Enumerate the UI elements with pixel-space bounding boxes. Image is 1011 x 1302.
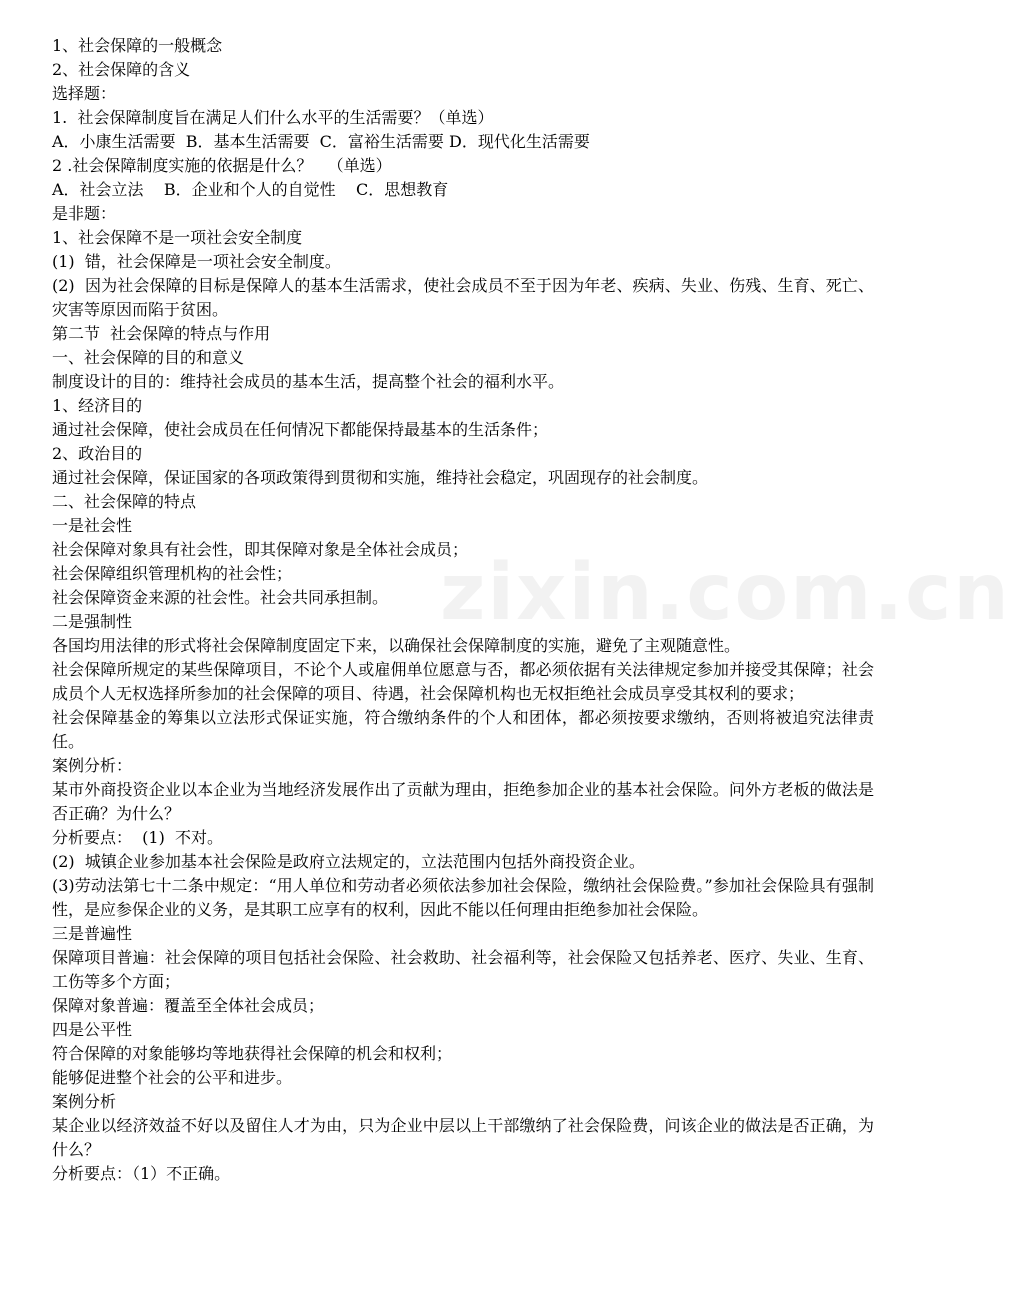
paragraph: (2) 城镇企业参加基本社会保险是政府立法规定的，立法范围内包括外商投资企业。 <box>52 852 645 871</box>
paragraph: 某企业以经济效益不好以及留住人才为由，只为企业中层以上干部缴纳了社会保险费，问该企业的做法是否正确，为什么？ <box>52 1116 874 1159</box>
subsection-heading: 2、政治目的 <box>52 444 143 463</box>
paragraph: 保障对象普遍：覆盖至全体社会成员； <box>52 996 325 1015</box>
answer-options: A．社会立法 B．企业和个人的自觉性 C．思想教育 <box>52 180 449 199</box>
paragraph: 各国均用法律的形式将社会保障制度固定下来，以确保社会保障制度的实施，避免了主观随意性。 <box>52 636 741 655</box>
section-label: 选择题： <box>52 84 117 103</box>
subsection-heading: 二、社会保障的特点 <box>52 492 197 511</box>
subsection-heading: 1、经济目的 <box>52 396 143 415</box>
answer-options: A．小康生活需要 B．基本生活需要 C．富裕生活需要 D．现代化生活需要 <box>52 132 590 151</box>
section-label: 案例分析： <box>52 756 133 775</box>
question-text: 1、社会保障不是一项社会安全制度 <box>52 228 303 247</box>
heading-line: 2、社会保障的含义 <box>52 60 191 79</box>
document-body <box>52 34 874 1186</box>
paragraph: 符合保障的对象能够均等地获得社会保障的机会和权利； <box>52 1044 453 1063</box>
watermark: zixin.com.cn <box>440 548 1011 638</box>
paragraph: 通过社会保障，使社会成员在任何情况下都能保持最基本的生活条件； <box>52 420 549 439</box>
question-text: 1. 社会保障制度旨在满足人们什么水平的生活需要？（单选） <box>52 108 494 127</box>
paragraph: (2) 因为社会保障的目标是保障人的基本生活需求，使社会成员不至于因为年老、疾病、失业、伤残、生育、死亡、灾害等原因而陷于贫困。 <box>52 276 874 319</box>
section-heading: 第二节 社会保障的特点与作用 <box>52 324 271 343</box>
subsection-heading: 一是社会性 <box>52 516 133 535</box>
paragraph: 保障项目普遍：社会保障的项目包括社会保险、社会救助、社会福利等，社会保险又包括养老、医疗、失业、生育、工伤等多个方面； <box>52 948 874 991</box>
subsection-heading: 三是普遍性 <box>52 924 133 943</box>
paragraph: 能够促进整个社会的公平和进步。 <box>52 1068 293 1087</box>
subsection-heading: 二是强制性 <box>52 612 133 631</box>
paragraph: 通过社会保障，保证国家的各项政策得到贯彻和实施，维持社会稳定，巩固现存的社会制度。 <box>52 468 709 487</box>
paragraph: 分析要点：（1）不正确。 <box>52 1164 231 1183</box>
paragraph: 社会保障资金来源的社会性。社会共同承担制。 <box>52 588 389 607</box>
question-text: 2 .社会保障制度实施的依据是什么？ （单选） <box>52 156 392 175</box>
subsection-heading: 一、社会保障的目的和意义 <box>52 348 245 367</box>
paragraph: 社会保障对象具有社会性，即其保障对象是全体社会成员； <box>52 540 469 559</box>
paragraph: 制度设计的目的：维持社会成员的基本生活，提高整个社会的福利水平。 <box>52 372 565 391</box>
heading-line: 1、社会保障的一般概念 <box>52 36 223 55</box>
paragraph: 分析要点： (1) 不对。 <box>52 828 224 847</box>
paragraph: 社会保障所规定的某些保障项目，不论个人或雇佣单位愿意与否，都必须依据有关法律规定参加并接受其保障；社会成员个人无权选择所参加的社会保障的项目、待遇，社会保障机构也无权拒绝社会成员享受其权利的要求； <box>52 660 874 703</box>
paragraph: (3)劳动法第七十二条中规定：“用人单位和劳动者必须依法参加社会保险，缴纳社会保险费。”参加社会保险具有强制性，是应参保企业的义务，是其职工应享有的权利，因此不能以任何理由拒绝参加社会保险。 <box>52 876 874 919</box>
paragraph: 某市外商投资企业以本企业为当地经济发展作出了贡献为理由，拒绝参加企业的基本社会保险。问外方老板的做法是否正确？为什么？ <box>52 780 874 823</box>
section-label: 案例分析 <box>52 1092 117 1111</box>
paragraph: 社会保障基金的筹集以立法形式保证实施，符合缴纳条件的个人和团体，都必须按要求缴纳，否则将被追究法律责任。 <box>52 708 874 751</box>
subsection-heading: 四是公平性 <box>52 1020 133 1039</box>
section-label: 是非题： <box>52 204 117 223</box>
paragraph: (1) 错，社会保障是一项社会安全制度。 <box>52 252 341 271</box>
paragraph: 社会保障组织管理机构的社会性； <box>52 564 293 583</box>
